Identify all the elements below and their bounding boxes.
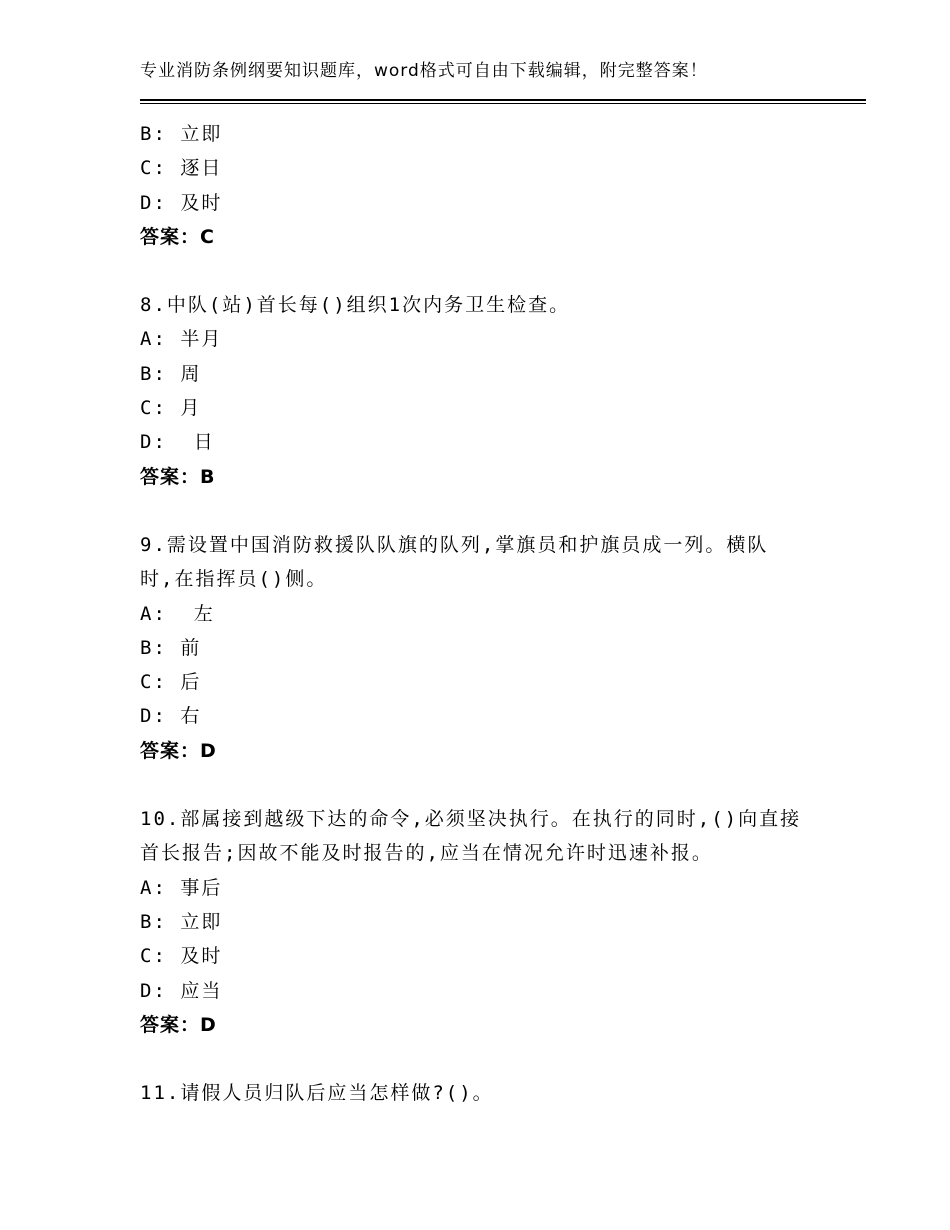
question-text-line1: 10.部属接到越级下达的命令,必须坚决执行。在执行的同时,()向直接 — [140, 808, 802, 831]
question-8 — [140, 288, 820, 494]
previous-question-tail — [140, 117, 820, 254]
option-a: A: 事后 — [140, 876, 223, 899]
option-c: C: 月 — [140, 397, 202, 420]
question-9 — [140, 528, 820, 768]
option-a: A: 左 — [140, 602, 215, 625]
option-b: B: 立即 — [140, 123, 223, 145]
header-rule-thick — [140, 99, 866, 101]
option-b: B: 周 — [140, 362, 202, 385]
header-rule-thin — [140, 103, 866, 104]
option-d: D: 日 — [140, 431, 215, 454]
option-c: C: 及时 — [140, 945, 223, 968]
question-text-line2: 时,在指挥员()侧。 — [140, 568, 328, 591]
option-d: D: 及时 — [140, 191, 223, 214]
question-text: 11.请假人员归队后应当怎样做?()。 — [140, 1082, 494, 1105]
question-text-line2: 首长报告;因故不能及时报告的,应当在情况允许时迅速补报。 — [140, 842, 713, 865]
document-header: 专业消防条例纲要知识题库，word格式可自由下载编辑，附完整答案！ — [140, 61, 708, 81]
answer-label: 答案：D — [140, 739, 217, 762]
question-content — [140, 117, 820, 1110]
option-c: C: 逐日 — [140, 157, 223, 180]
question-10 — [140, 802, 820, 1042]
answer-label: 答案：B — [140, 465, 216, 488]
answer-label: 答案：D — [140, 1013, 217, 1036]
option-d: D: 应当 — [140, 979, 223, 1002]
question-11 — [140, 1076, 820, 1110]
option-c: C: 后 — [140, 671, 202, 694]
option-d: D: 右 — [140, 705, 202, 728]
option-b: B: 前 — [140, 636, 202, 659]
question-text-line1: 9.需设置中国消防救援队队旗的队列,掌旗员和护旗员成一列。横队 — [140, 533, 769, 556]
option-a: A: 半月 — [140, 328, 223, 351]
option-b: B: 立即 — [140, 910, 223, 933]
question-text: 8.中队(站)首长每()组织1次内务卫生检查。 — [140, 294, 571, 317]
answer-label: 答案：C — [140, 225, 215, 248]
